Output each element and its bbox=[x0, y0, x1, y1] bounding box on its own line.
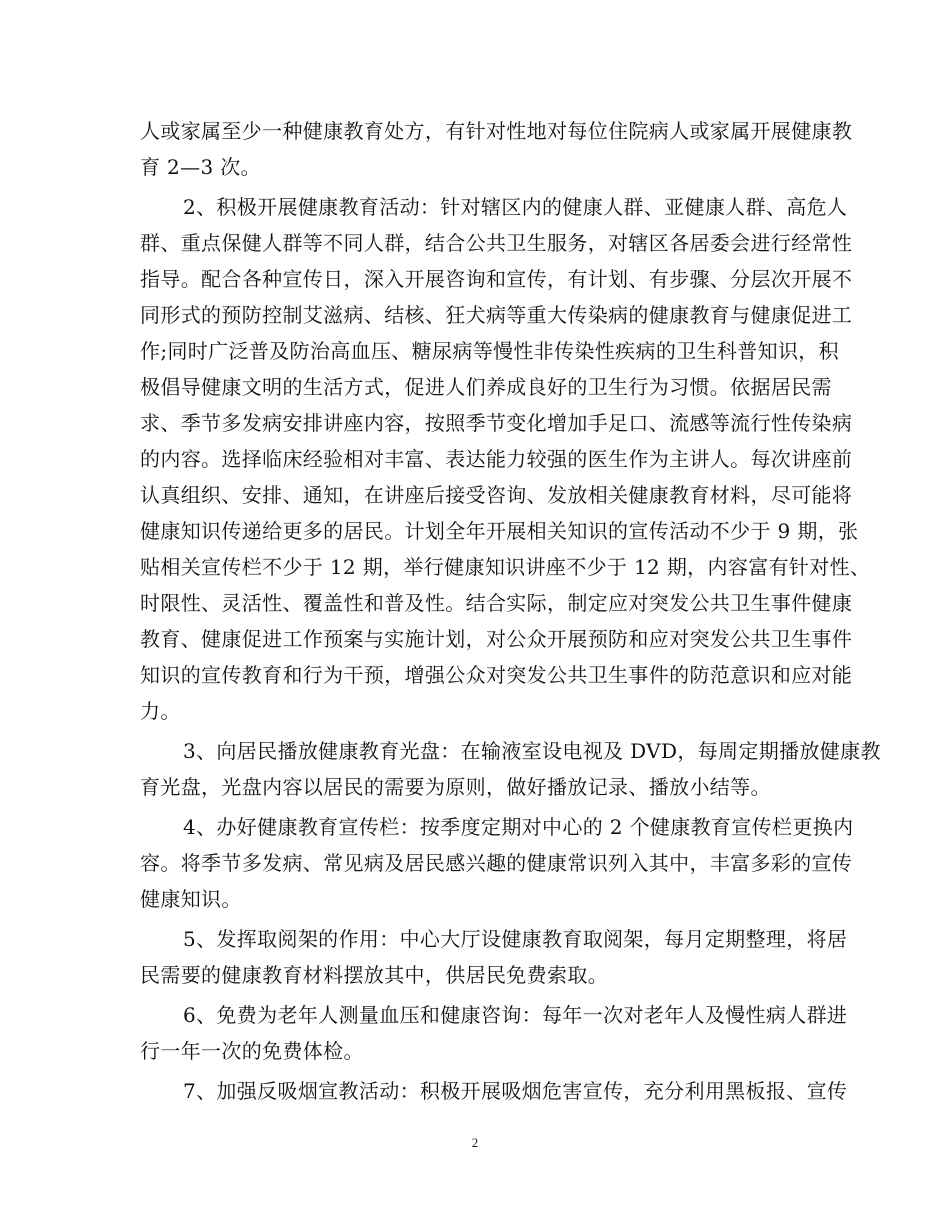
text-line: 时限性、灵活性、覆盖性和普及性。结合实际，制定应对突发公共卫生事件健康 bbox=[140, 591, 853, 615]
document-body bbox=[140, 113, 881, 1109]
text-line: 3、向居民播放健康教育光盘：在输液室设电视及 DVD，每周定期播放健康教 bbox=[183, 739, 881, 763]
text-line: 极倡导健康文明的生活方式，促进人们养成良好的卫生行为习惯。依据居民需 bbox=[140, 375, 832, 399]
text-line: 力。 bbox=[140, 699, 181, 723]
text-line: 群、重点保健人群等不同人群，结合公共卫生服务，对辖区各居委会进行经常性 bbox=[140, 231, 853, 255]
paragraph-item-4 bbox=[140, 809, 854, 917]
text-line: 5、发挥取阅架的作用：中心大厅设健康教育取阅架，每月定期整理，将居 bbox=[183, 927, 848, 951]
paragraph-item-3 bbox=[140, 733, 881, 805]
page-number: 2 bbox=[471, 1135, 479, 1150]
text-line: 人或家属至少一种健康教育处方，有针对性地对每位住院病人或家属开展健康教 bbox=[140, 119, 853, 143]
paragraph-item-5 bbox=[140, 921, 848, 993]
text-line: 容。将季节多发病、常见病及居民感兴趣的健康常识列入其中，丰富多彩的宣传 bbox=[140, 851, 853, 875]
text-line: 6、免费为老年人测量血压和健康咨询：每年一次对老年人及慢性病人群进 bbox=[183, 1003, 848, 1027]
text-line: 作;同时广泛普及防治高血压、糖尿病等慢性非传染性疾病的卫生科普知识，积 bbox=[140, 339, 839, 363]
text-line: 教育、健康促进工作预案与实施计划，对公众开展预防和应对突发公共卫生事件 bbox=[140, 627, 853, 651]
text-line: 求、季节多发病安排讲座内容，按照季节变化增加手足口、流感等流行性传染病 bbox=[140, 411, 853, 435]
text-line: 的内容。选择临床经验相对丰富、表达能力较强的医生作为主讲人。每次讲座前 bbox=[140, 447, 853, 471]
text-line: 健康知识传递给更多的居民。计划全年开展相关知识的宣传活动不少于 9 期，张 bbox=[140, 519, 859, 543]
text-line: 行一年一次的免费体检。 bbox=[140, 1039, 364, 1063]
text-line: 认真组织、安排、通知，在讲座后接受咨询、发放相关健康教育材料，尽可能将 bbox=[140, 483, 853, 507]
text-line: 育光盘，光盘内容以居民的需要为原则，做好播放记录、播放小结等。 bbox=[140, 775, 771, 799]
text-line: 指导。配合各种宣传日，深入开展咨询和宣传，有计划、有步骤、分层次开展不 bbox=[140, 267, 853, 291]
paragraph-item-2 bbox=[140, 189, 871, 729]
text-line: 同形式的预防控制艾滋病、结核、狂犬病等重大传染病的健康教育与健康促进工 bbox=[140, 303, 853, 327]
text-line: 4、办好健康教育宣传栏：按季度定期对中心的 2 个健康教育宣传栏更换内 bbox=[183, 815, 854, 839]
text-line: 健康知识。 bbox=[140, 887, 242, 911]
text-line: 贴相关宣传栏不少于 12 期，举行健康知识讲座不少于 12 期，内容富有针对性、 bbox=[140, 555, 871, 579]
paragraph-item-6 bbox=[140, 997, 848, 1069]
text-line: 民需要的健康教育材料摆放其中，供居民免费索取。 bbox=[140, 963, 609, 987]
paragraph-item-7 bbox=[140, 1073, 848, 1109]
text-line: 育 2—3 次。 bbox=[140, 155, 261, 179]
text-line: 2、积极开展健康教育活动：针对辖区内的健康人群、亚健康人群、高危人 bbox=[183, 195, 848, 219]
text-line: 知识的宣传教育和行为干预，增强公众对突发公共卫生事件的防范意识和应对能 bbox=[140, 663, 853, 687]
text-line: 7、加强反吸烟宣教活动：积极开展吸烟危害宣传，充分利用黑板报、宣传 bbox=[183, 1079, 848, 1103]
paragraph-continuation bbox=[140, 113, 853, 185]
